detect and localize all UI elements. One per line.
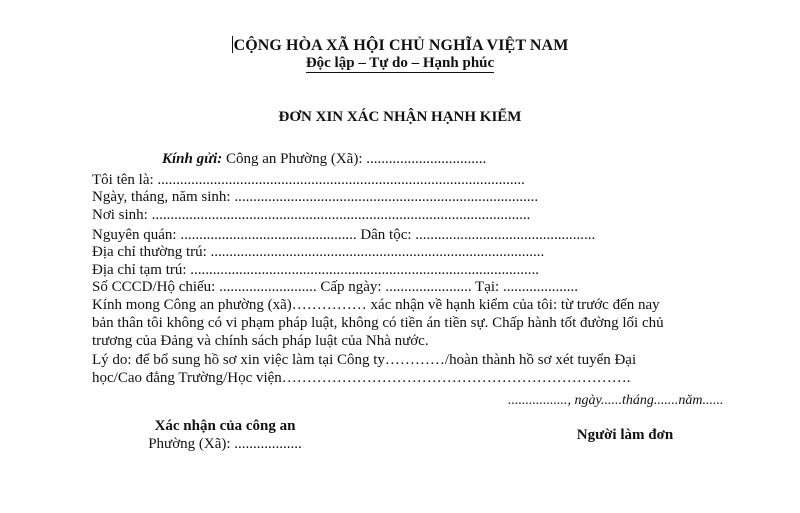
motto-text: Độc lập – Tự do – Hạnh phúc xyxy=(305,55,495,71)
content-line-4: Lý do: để bổ sung hồ sơ xin việc làm tại Công ty…………/hoàn thành hồ sơ xét tuyển Đại xyxy=(92,352,637,368)
content-line-1: Kính mong Công an phường (xã)…………… xác nhận về hạnh kiểm của tôi: từ trước đến nay xyxy=(92,297,660,313)
text-cursor xyxy=(232,36,233,53)
date-line: ................., ngày......tháng.......năm...... xyxy=(508,393,724,408)
field-birthplace: Nơi sinh: ..................................................................................................... xyxy=(92,207,531,223)
nation-heading xyxy=(0,36,800,54)
content-line-5: học/Cao đẳng Trường/Học viện……………………………………………………………. xyxy=(92,370,631,386)
field-temporary-address: Địa chỉ tạm trú: ............................................................................................. xyxy=(92,262,540,278)
field-id-card: Số CCCD/Hộ chiếu: .......................... Cấp ngày: ....................... Tại: .................... xyxy=(92,279,578,295)
recipient-line xyxy=(162,152,486,167)
motto xyxy=(0,56,800,71)
content-line-2: bản thân tôi không có vi phạm pháp luật, không có tiền án tiền sự. Chấp hành tốt đường lối chủ xyxy=(92,315,664,331)
field-name: Tôi tên là: .................................................................................................. xyxy=(92,172,525,188)
content-line-3: trương của Đảng và chính sách pháp luật của Nhà nước. xyxy=(92,333,429,349)
applicant-signature-title: Người làm đơn xyxy=(576,427,674,443)
police-ward-line: Phường (Xã): .................. xyxy=(148,436,302,452)
field-dob: Ngày, tháng, năm sinh: ................................................................................. xyxy=(92,189,539,205)
recipient-value: Công an Phường (Xã): ................................ xyxy=(226,151,487,167)
recipient-label: Kính gửi: xyxy=(162,151,223,167)
nation-heading-text: CỘNG HÒA XÃ HỘI CHỦ NGHĨA VIỆT NAM xyxy=(233,37,569,54)
field-permanent-address: Địa chỉ thường trú: ......................................................................................... xyxy=(92,244,545,260)
field-hometown: Nguyên quán: ............................................... Dân tộc: ................................................ xyxy=(92,227,596,243)
document-title: ĐƠN XIN XÁC NHẬN HẠNH KIỂM xyxy=(278,109,522,125)
police-confirmation-title: Xác nhận của công an xyxy=(154,418,296,434)
